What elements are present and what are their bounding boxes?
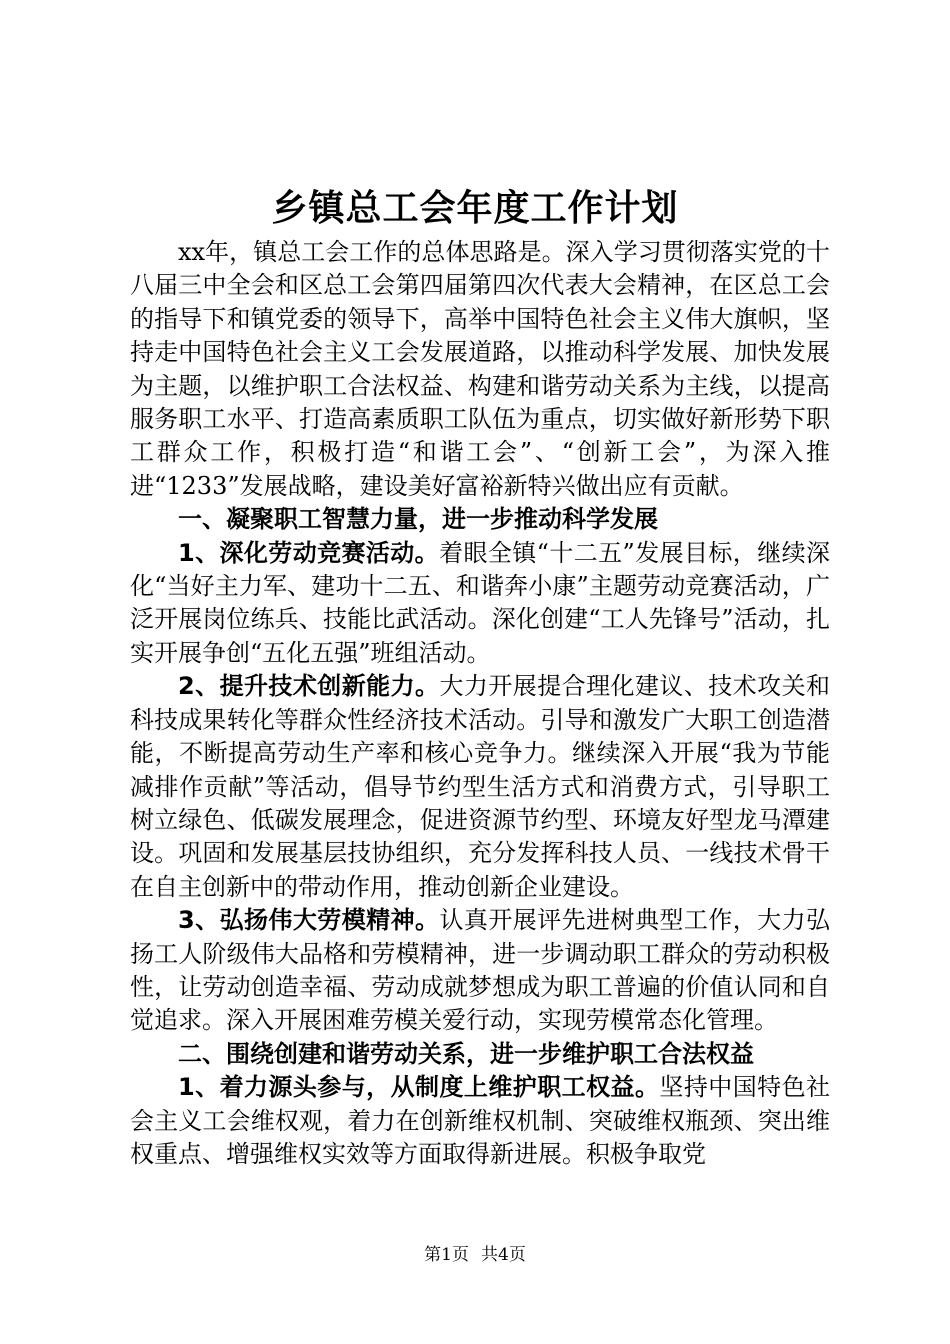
- page-footer: [0, 1243, 950, 1267]
- item-text: 大力开展提合理化建议、技术攻关和科技成果转化等群众性经济技术活动。引导和激发广大职工创造潜能，不断提高劳动生产率和核心竞争力。继续深入开展“我为节能减排作贡献”等活动，倡导节约型生活方式和消费方式，引导职工树立绿色、低碳发展理念，促进资源节约型、环境友好型龙马潭建设。巩固和发展基层技协组织，充分发挥科技人员、一线技术骨干在自主创新中的带动作用，推动创新企业建设。: [130, 672, 831, 901]
- item-paragraph: [130, 670, 830, 904]
- page-number: 第1页: [424, 1245, 469, 1265]
- section-heading-1: 一、凝聚职工智慧力量，进一步推动科学发展: [178, 505, 658, 534]
- document-body: [130, 236, 830, 1171]
- document-title: 乡镇总工会年度工作计划: [271, 187, 679, 229]
- section-heading-2: 二、围绕创建和谐劳动关系，进一步维护职工合法权益: [178, 1039, 754, 1068]
- item-paragraph: [130, 537, 830, 671]
- page-total: 共4页: [481, 1245, 526, 1265]
- item-lead: 3、弘扬伟大劳模精神。: [178, 906, 440, 935]
- item-text: 着眼全镇“十二五”发展目标，继续深化“当好主力军、建功十二五、和谐奔小康”主题劳动竞赛活动，广泛开展岗位练兵、技能比武活动。深化创建“工人先锋号”活动，扎实开展争创“五化五强”班组活动。: [130, 538, 830, 667]
- item-paragraph: [130, 1071, 830, 1171]
- item-paragraph: [130, 904, 830, 1038]
- item-text: 坚持中国特色社会主义工会维权观，着力在创新维权机制、突破维权瓶颈、突出维权重点、增强维权实效等方面取得新进展。积极争取党: [130, 1073, 830, 1168]
- item-lead: 2、提升技术创新能力。: [178, 672, 440, 701]
- item-lead: 1、着力源头参与，从制度上维护职工权益。: [178, 1073, 660, 1102]
- item-lead: 1、深化劳动竞赛活动。: [178, 538, 440, 567]
- item-text: 认真开展评先进树典型工作，大力弘扬工人阶级伟大品格和劳模精神，进一步调动职工群众的劳动积极性，让劳动创造幸福、劳动成就梦想成为职工普遍的价值认同和自觉追求。深入开展困难劳模关爱行动，实现劳模常态化管理。: [130, 906, 831, 1035]
- intro-paragraph: xx年，镇总工会工作的总体思路是。深入学习贯彻落实党的十八届三中全会和区总工会第四届第四次代表大会精神，在区总工会的指导下和镇党委的领导下，高举中国特色社会主义伟大旗帜，坚持走中国特色社会主义工会发展道路，以推动科学发展、加快发展为主题，以维护职工合法权益、构建和谐劳动关系为主线，以提高服务职工水平、打造高素质职工队伍为重点，切实做好新形势下职工群众工作，积极打造“和谐工会”、“创新工会”，为深入推进“1233”发展战略，建设美好富裕新特兴做出应有贡献。: [130, 238, 830, 500]
